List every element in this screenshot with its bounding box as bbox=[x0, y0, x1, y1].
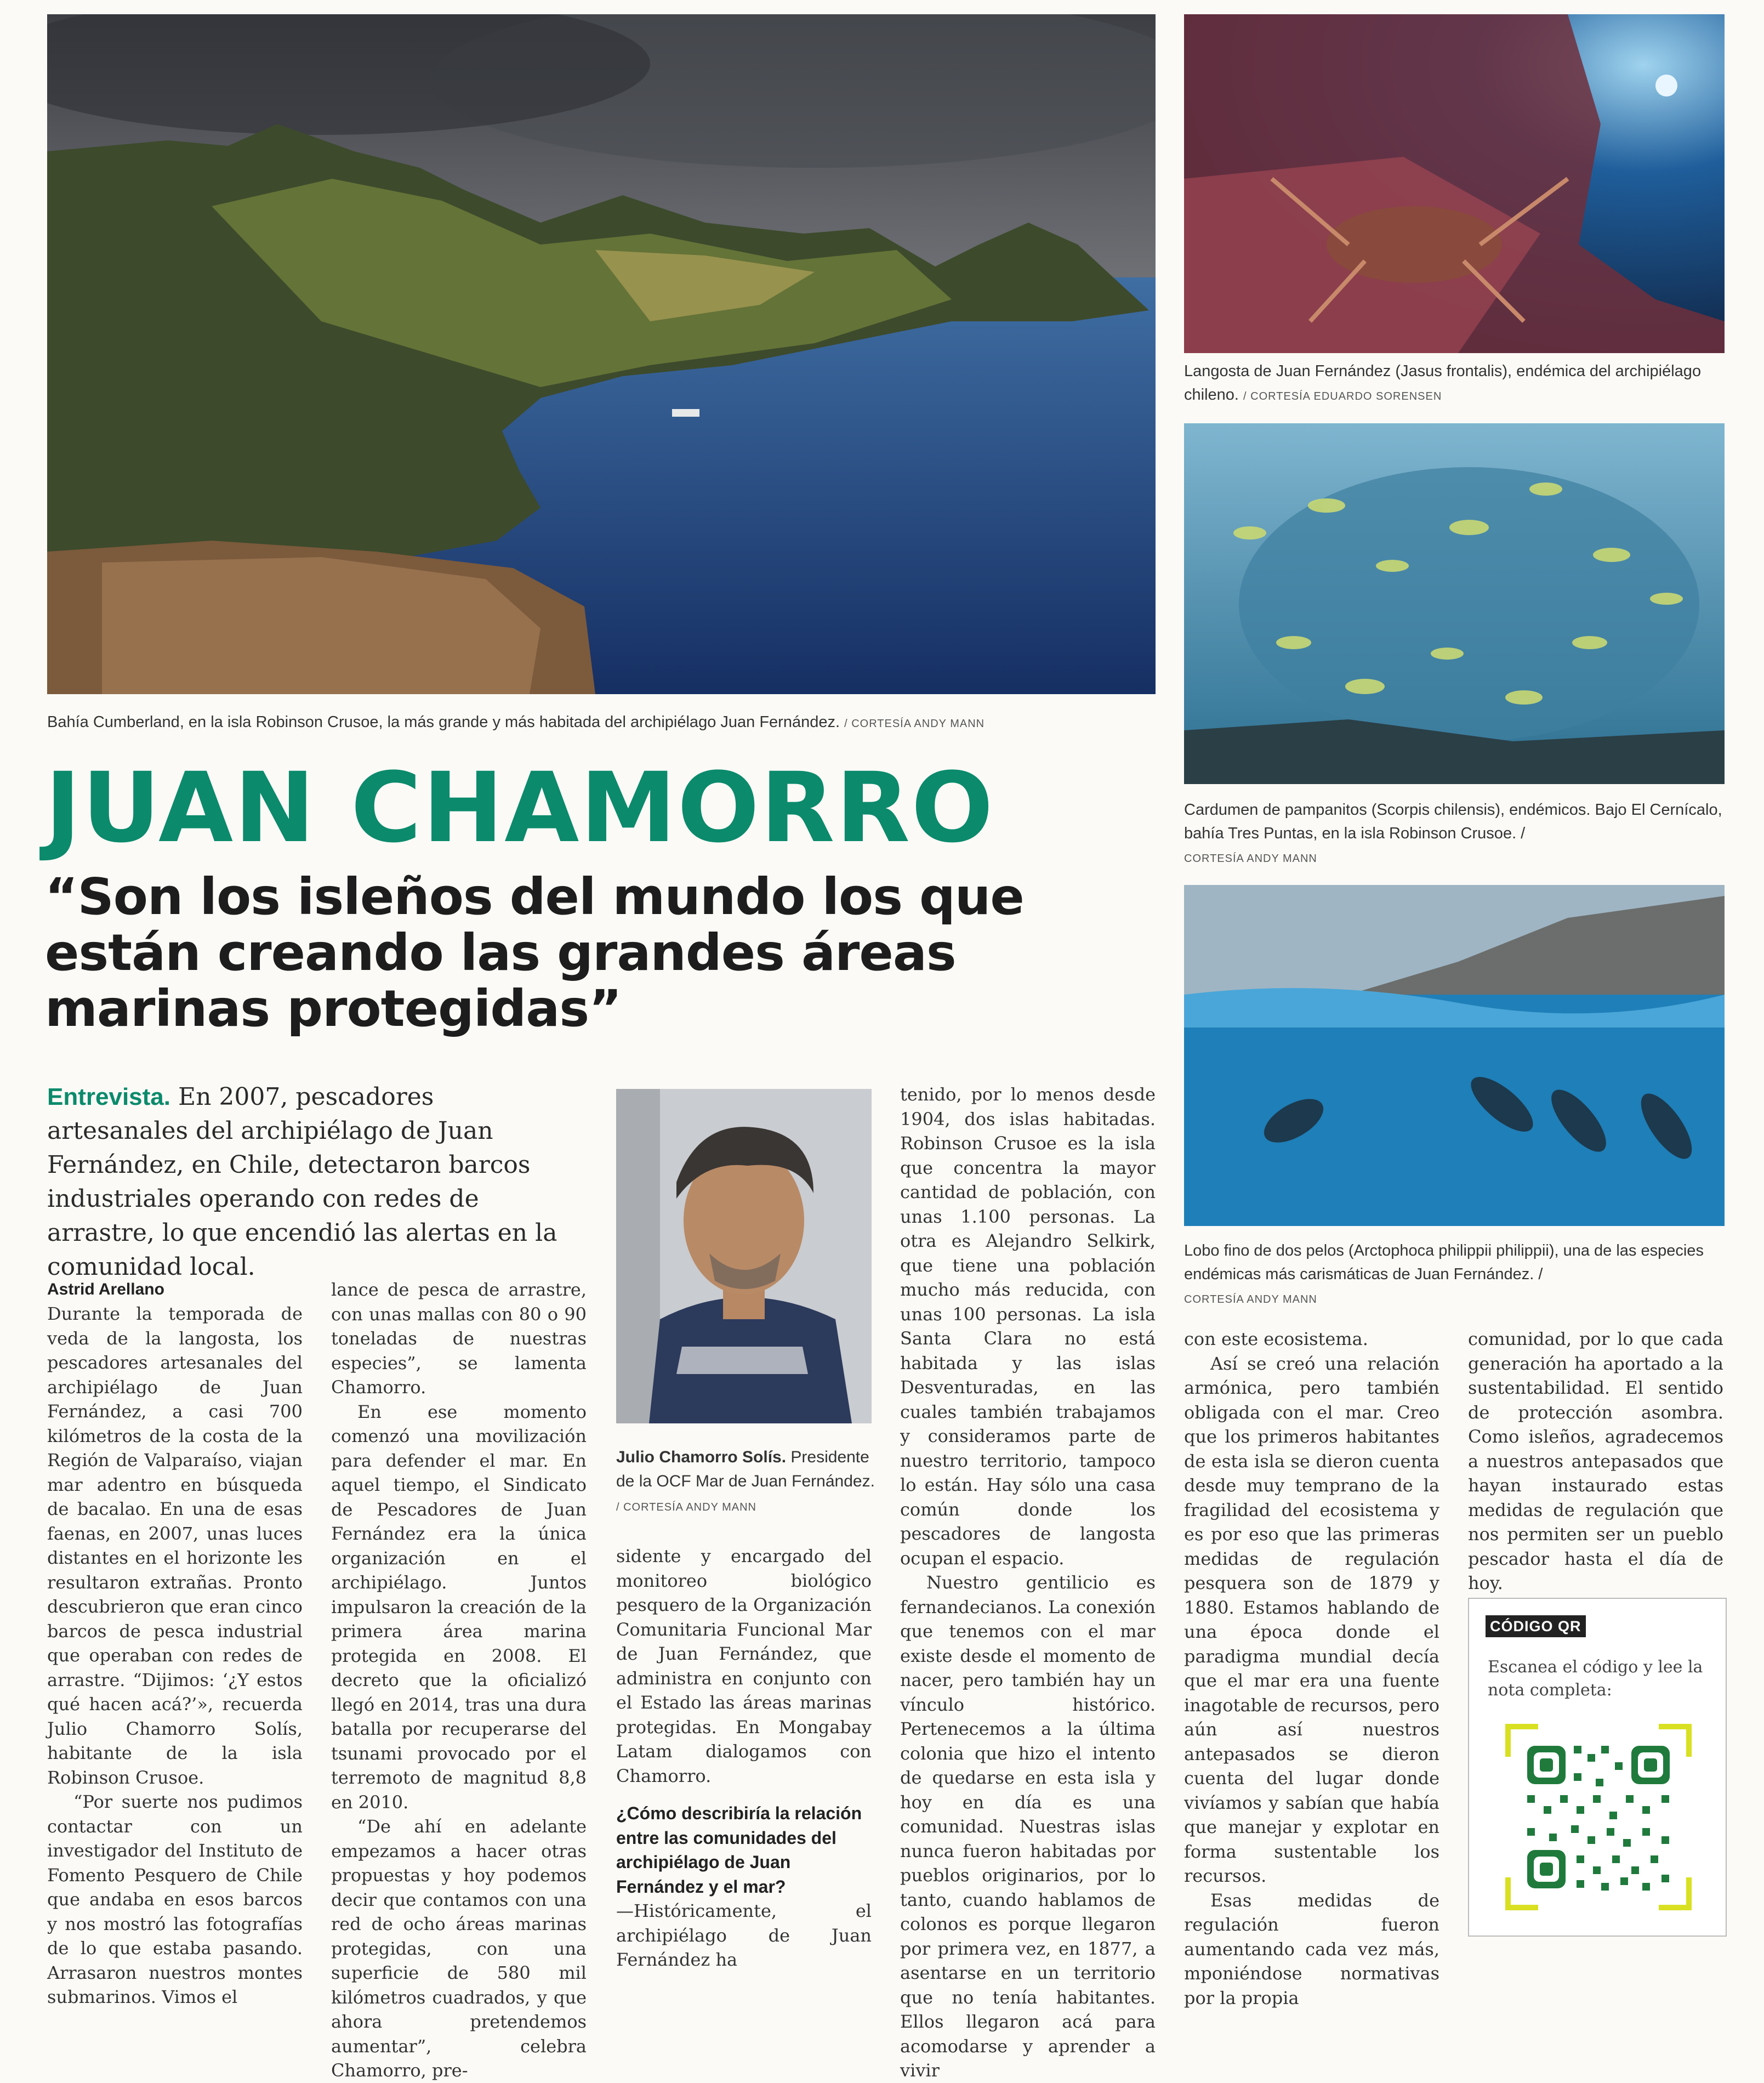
lobo-photo bbox=[1184, 885, 1725, 1226]
lobo-credit: CORTESÍA ANDY MANN bbox=[1184, 1293, 1317, 1306]
portrait-photo bbox=[616, 1089, 872, 1423]
column-6 bbox=[1468, 1327, 1723, 1596]
portrait-credit: / CORTESÍA ANDY MANN bbox=[616, 1501, 756, 1513]
cardumen-photo bbox=[1184, 423, 1725, 784]
c2-paragraph-3: “De ahí en adelante empezamos a hacer otras propuestas y hoy podemos decir que contamos con una red de ocho áreas marinas protegidas, con una superficie de 580 mil kilómetros cuadrados, y que ahora pretendemos aumentar”, celebra Chamorro, pre- bbox=[331, 1816, 587, 2081]
qr-box bbox=[1468, 1598, 1727, 1937]
main-photo-caption: Bahía Cumberland, en la isla Robinson Crusoe, la más grande y más habitada del archipiélago Juan Fernández. / CORTESÍA ANDY MANN bbox=[47, 713, 985, 731]
column-3 bbox=[616, 1544, 872, 1972]
qr-label: CÓDIGO QR bbox=[1486, 1615, 1586, 1637]
main-photo-credit: / CORTESÍA ANDY MANN bbox=[844, 718, 985, 730]
c5-paragraph-1: con este ecosistema. bbox=[1184, 1329, 1368, 1349]
column-5 bbox=[1184, 1327, 1439, 2010]
column-4 bbox=[900, 1082, 1156, 2083]
author-byline: Astrid Arellano bbox=[47, 1280, 164, 1298]
main-photo-bahia-cumberland bbox=[47, 14, 1156, 694]
langosta-caption: Langosta de Juan Fernández (Jasus frontalis), endémica del archipiélago chileno. / CORTESÍA EDUARDO SORENSEN bbox=[1184, 362, 1702, 404]
c3-question: ¿Cómo describiría la relación entre las comunidades del archipiélago de Juan Fernández y el mar? bbox=[616, 1803, 862, 1897]
headline-title: JUAN CHAMORRO bbox=[45, 752, 994, 864]
cardumen-caption: Cardumen de pampanitos (Scorpis chilensis), endémicos. Bajo El Cernícalo, bahía Tres Puntas, en la isla Robinson Crusoe. / CORTESÍA ANDY MANN bbox=[1184, 801, 1722, 865]
c2-paragraph-2: En ese momento comenzó una movilización para defender el mar. En aquel tiempo, el Sindicato de Pescadores de Juan Fernández era la única organización en el archipiélago. Juntos impulsaron la creación de la primera área marina protegida en 2008. El decreto que la oficializó llegó en 2014, tras una dura batalla por recuperarse del tsunami provocado por el terremoto de magnitud 8,8 en 2010. bbox=[331, 1401, 587, 1813]
c5-paragraph-2: Así se creó una relación armónica, pero también obligada con el mar. Creo que los primeros habitantes de esta isla se dieron cuenta desde muy temprano de la fragilidad del ecosistema y es por eso que las primeras medidas de regulación pesquera son de 1879 y 1880. Estamos hablando de una época donde el paradigma mundial decía que el mar era una fuente inagotable de recursos, pero aún así nuestros antepasados se dieron cuenta del lugar donde vivíamos y sabían que había que manejar y explotar en forma sustentable los recursos. bbox=[1184, 1353, 1439, 1886]
c5-paragraph-3: Esas medidas de regulación fueron aumentando cada vez más, mponiéndose normativas por la propia bbox=[1184, 1889, 1439, 2008]
c4-paragraph-1: tenido, por lo menos desde 1904, dos islas habitadas. Robinson Crusoe es la isla que concentra la mayor cantidad de población, con unas 1.100 personas. La otra es Alejandro Selkirk, que tiene una población mucho más reducida, con unas 100 personas. La isla Santa Clara no está habitada y las islas Desventuradas, en las cuales también trabajamos y consideramos parte de nuestro territorio, tampoco lo están. Hay sólo una casa común donde los pescadores de langosta ocupan el espacio. bbox=[900, 1084, 1156, 1569]
c3-paragraph-2: —Históricamente, el archipiélago de Juan Fernández ha bbox=[616, 1900, 872, 1970]
c1-paragraph-2: “Por suerte nos pudimos contactar con un investigador del Instituto de Fomento Pesquero de Chile que andaba en esos barcos y nos mostró las fotografías de lo que estaba pasando. Arrasaron nuestros montes submarinos. Vimos el bbox=[47, 1791, 303, 2007]
lead-keyword: Entrevista. bbox=[47, 1083, 170, 1110]
c6-paragraph-1: comunidad, por lo que cada generación ha aportado a la sustentabilidad. El sentido de protección asombra. Como isleños, agradecemos a nuestros antepasados que hayan instaurado estas medidas de regulación que nos permiten ser un pueblo pescador hasta el día de hoy. bbox=[1468, 1329, 1723, 1593]
portrait-name: Julio Chamorro Solís. bbox=[616, 1448, 787, 1466]
c2-paragraph-1: lance de pesca de arrastre, con unas mallas con 80 o 90 toneladas de nuestras especies”, se lamenta Chamorro. bbox=[331, 1279, 587, 1398]
langosta-credit: / CORTESÍA EDUARDO SORENSEN bbox=[1243, 390, 1442, 402]
lead-paragraph: Entrevista. En 2007, pescadores artesanales del archipiélago de Juan Fernández, en Chile, detectaron barcos industriales operando con redes de arrastre, lo que encendió las alertas en la comunidad local. bbox=[47, 1083, 557, 1281]
qr-instructions: Escanea el código y lee la nota completa: bbox=[1488, 1658, 1703, 1700]
portrait-caption: Julio Chamorro Solís. Presidente de la OCF Mar de Juan Fernández. / CORTESÍA ANDY MANN bbox=[616, 1448, 875, 1513]
c1-paragraph-1: Durante la temporada de veda de la langosta, los pescadores artesanales del archipiélago de Juan Fernández, a casi 700 kilómetros de la costa de la Región de Valparaíso, viajan mar adentro en búsqueda de bacalao. En una de esas faenas, en 2007, unas luces distantes en el horizonte les resultaron extrañas. Pronto descubrieron que eran cinco barcos de pesca industrial que operaban con redes de arrastre. “Dijimos: ‘¿Y estos qué hacen acá?’», recuerda Julio Chamorro Solís, habitante de la isla Robinson Crusoe. bbox=[47, 1303, 303, 1788]
langosta-photo bbox=[1184, 14, 1725, 353]
lobo-caption: Lobo fino de dos pelos (Arctophoca philippii philippii), una de las especies endémicas más carismáticas de Juan Fernández. / CORTESÍA ANDY MANN bbox=[1184, 1242, 1704, 1306]
cardumen-credit: CORTESÍA ANDY MANN bbox=[1184, 853, 1317, 865]
qr-code[interactable] bbox=[1505, 1724, 1692, 1910]
c4-paragraph-2: Nuestro gentilicio es fernandecianos. La conexión que tenemos con el mar existe desde el momento de nacer, pero también hay un vínculo histórico. Pertenecemos a la última colonia que hizo el intento de quedarse en esta isla y hoy en día es una comunidad. Nuestras islas nunca fueron habitadas por pueblos originarios, por lo tanto, cuando hablamos de colonos es porque llegaron por primera vez, en 1877, a asentarse en un territorio que no tenía habitantes. Ellos llegaron acá para acomodarse y aprender a vivir bbox=[900, 1572, 1156, 2081]
column-1 bbox=[47, 1278, 303, 2010]
headline-subtitle: “Son los isleños del mundo los que están creando las grandes áreas marinas protegidas” bbox=[45, 867, 1024, 1038]
column-2 bbox=[331, 1278, 587, 2083]
c3-paragraph-1: sidente y encargado del monitoreo biológico pesquero de la Organización Comunitaria Funcional Mar de Juan Fernández, que administra en conjunto con el Estado las áreas marinas protegidas. En Mongabay Latam dialogamos con Chamorro. bbox=[616, 1546, 872, 1786]
